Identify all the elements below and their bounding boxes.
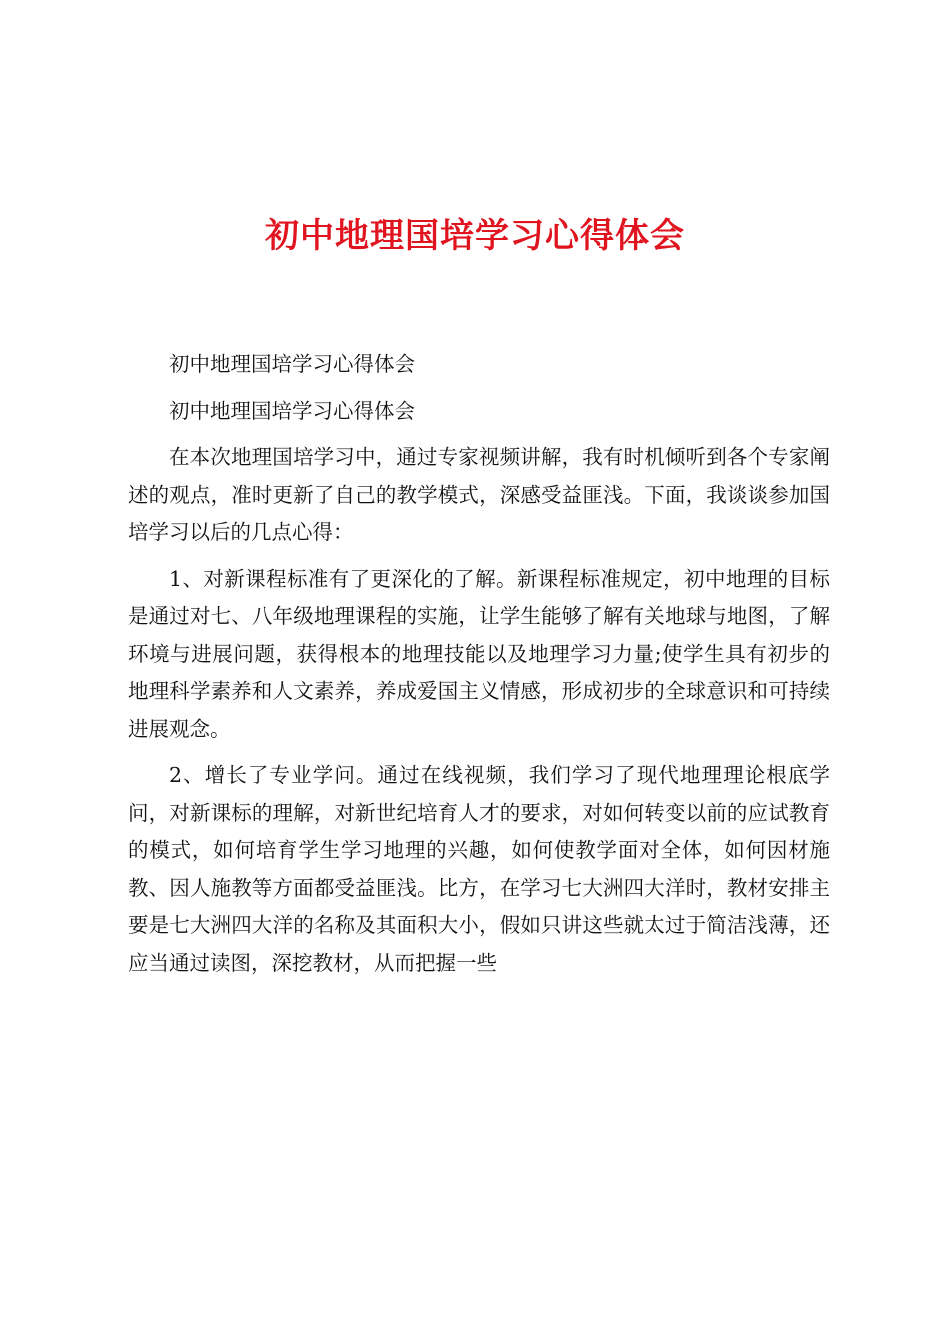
document-body: [128, 346, 830, 991]
body-heading-line-1: 初中地理国培学习心得体会: [169, 352, 415, 376]
document-title: 初中地理国培学习心得体会: [265, 216, 685, 256]
paragraph-point-2: 2、增长了专业学问。通过在线视频，我们学习了现代地理理论根底学问，对新课标的理解，对新世纪培育人才的要求，对如何转变以前的应试教育的模式，如何培育学生学习地理的兴趣，如何使教学面对全体，如何因材施教、因人施教等方面都受益匪浅。比方，在学习七大洲四大洋时，教材安排主要是七大洲四大洋的名称及其面积大小，假如只讲这些就太过于简洁浅薄，还应当通过读图，深挖教材，从而把握一些: [128, 763, 830, 975]
paragraph-point-1: 1、对新课程标准有了更深化的了解。新课程标准规定，初中地理的目标是通过对七、八年级地理课程的实施，让学生能够了解有关地球与地图，了解环境与进展问题，获得根本的地理技能以及地理学习力量;使学生具有初步的地理科学素养和人文素养，养成爱国主义情感，形成初步的全球意识和可持续进展观念。: [128, 566, 830, 741]
body-heading-line-2: 初中地理国培学习心得体会: [169, 398, 415, 423]
paragraph-intro: 在本次地理国培学习中，通过专家视频讲解，我有时机倾听到各个专家阐述的观点，准时更新了自己的教学模式，深感受益匪浅。下面，我谈谈参加国培学习以后的几点心得：: [128, 445, 830, 544]
